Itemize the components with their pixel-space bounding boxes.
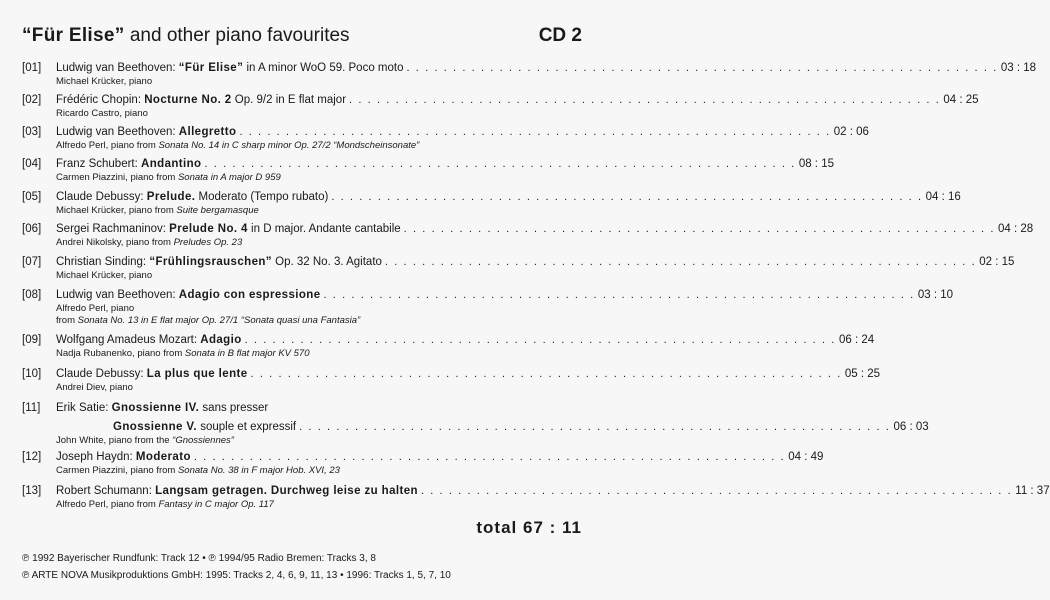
performer-name: Carmen Piazzini, piano [56, 465, 154, 476]
work-title: Allegretto [178, 126, 237, 138]
performer-line [56, 303, 616, 315]
composer-name: Erik Satie: [56, 402, 112, 414]
work-title: Andantino [141, 158, 202, 170]
dot-leader: . . . . . . . . . . . . . . . . . . . . . . . . . . . . . . . . . . . . . . . . . . . . . . . . . . . . . . . . . . . . . . . . [239, 126, 831, 138]
work-detail: souple et expressif [197, 421, 297, 433]
work-title: Langsam getragen. Durchweg leise zu halten [155, 485, 418, 497]
track-title-line [22, 366, 881, 382]
track-work-text [56, 60, 403, 76]
performer-line [56, 499, 616, 511]
track-duration: 11 : 37 [1015, 485, 1050, 497]
track-work-text [56, 483, 418, 499]
track-title [56, 449, 824, 465]
source-work: “Gnossiennes” [172, 435, 234, 446]
work-detail: Moderato (Tempo rubato) [195, 191, 329, 203]
performer-line [56, 270, 616, 282]
track-duration: 04 : 25 [943, 94, 979, 106]
track-number: [04] [22, 158, 42, 170]
performer-name: Michael Krücker, piano [56, 205, 153, 216]
track-duration: 06 : 24 [838, 334, 875, 346]
track-title [113, 419, 929, 435]
work-title: Gnossienne IV. [111, 402, 200, 414]
work-title: Adagio con espressione [178, 289, 321, 301]
composer-name: Ludwig van Beethoven: [56, 126, 179, 138]
track-title [56, 60, 1036, 76]
work-title: Adagio [200, 334, 242, 346]
album-title: “Für Elise” [22, 25, 125, 46]
track-duration: 03 : 10 [917, 289, 954, 301]
track-title [56, 189, 961, 205]
performer-line [56, 237, 616, 249]
dot-leader: . . . . . . . . . . . . . . . . . . . . . . . . . . . . . . . . . . . . . . . . . . . . . . . . . . . . . . . . . . . . . . . . [204, 158, 796, 170]
album-subtitle: and other piano favourites [124, 25, 350, 46]
work-detail: Op. 9/2 in E flat major [231, 94, 347, 106]
track-entry [22, 254, 1015, 282]
track-title-line [22, 287, 954, 303]
source-work: Sonata No. 14 in C sharp minor Op. 27/2 “Mondscheinsonate” [158, 140, 420, 151]
track-work-text [56, 366, 248, 382]
dot-leader: . . . . . . . . . . . . . . . . . . . . . . . . . . . . . . . . . . . . . . . . . . . . . . . . . . . . . . . . . . . . . . . . [299, 421, 891, 433]
track-title-line [22, 332, 875, 348]
source-work: Suite bergamasque [176, 205, 259, 216]
composer-name: Wolfgang Amadeus Mozart: [56, 334, 201, 346]
track-title [56, 254, 1015, 270]
track-entry [22, 60, 1036, 88]
track-duration: 04 : 49 [788, 451, 824, 463]
dot-leader: . . . . . . . . . . . . . . . . . . . . . . . . . . . . . . . . . . . . . . . . . . . . . . . . . . . . . . . . . . . . . . . . [193, 451, 786, 463]
performer-name: Andrei Diev, piano [56, 382, 133, 393]
work-title: Moderato [135, 451, 191, 463]
track-title-line [22, 254, 1015, 270]
track-entry [22, 92, 979, 120]
track-work-text [56, 449, 191, 465]
source-prefix: from [153, 172, 178, 183]
track-entry [22, 156, 834, 184]
track-work-text [56, 332, 242, 348]
performer-line [56, 76, 616, 88]
performer-line [56, 205, 616, 217]
track-title-line [22, 419, 929, 435]
track-title-line [22, 156, 834, 172]
track-entry [22, 483, 1050, 511]
source-work: Fantasy in C major Op. 117 [158, 499, 274, 510]
track-title [56, 366, 881, 382]
composer-name: Frédéric Chopin: [56, 94, 145, 106]
track-title [56, 400, 582, 416]
track-number: [10] [22, 368, 42, 380]
track-number: [01] [22, 62, 42, 74]
track-title [56, 483, 1050, 499]
track-number: [12] [22, 451, 42, 463]
performer-name: Alfredo Perl, piano [56, 499, 135, 510]
track-number: [11] [22, 402, 41, 414]
track-duration: 02 : 06 [833, 126, 869, 138]
track-entry [22, 221, 1034, 249]
source-prefix: from [152, 205, 177, 216]
source-work: Preludes Op. 23 [173, 237, 243, 248]
source-prefix: from [134, 499, 159, 510]
performer-line [56, 435, 616, 447]
performer-name: Ricardo Castro, piano [56, 108, 148, 119]
track-work-text [56, 124, 236, 140]
source-prefix: from [134, 140, 159, 151]
composer-name: Claude Debussy: [56, 191, 147, 203]
performer-line [56, 382, 616, 394]
composer-name: Christian Sinding: [56, 256, 150, 268]
work-title: “Für Elise” [178, 62, 244, 74]
track-number: [09] [22, 334, 42, 346]
track-duration: 02 : 15 [979, 256, 1015, 268]
work-title: La plus que lente [146, 368, 248, 380]
source-prefix: from [160, 348, 185, 359]
track-duration: 08 : 15 [798, 158, 834, 170]
work-title: Prelude. [146, 191, 196, 203]
track-entry [22, 332, 875, 360]
performer-line [56, 465, 616, 477]
track-work-text [56, 92, 346, 108]
track-entry [22, 366, 881, 394]
track-number: [06] [22, 223, 42, 235]
track-title-line [22, 221, 1034, 237]
performer-name: Nadja Rubanenko, piano [56, 348, 161, 359]
track-number: [03] [22, 126, 42, 138]
dot-leader: . . . . . . . . . . . . . . . . . . . . . . . . . . . . . . . . . . . . . . . . . . . . . . . . . . . . . . . . . . . . . . . . [331, 191, 923, 203]
track-title-line [22, 189, 961, 205]
track-number: [07] [22, 256, 42, 268]
track-number: [02] [22, 94, 42, 106]
dot-leader: . . . . . . . . . . . . . . . . . . . . . . . . . . . . . . . . . . . . . . . . . . . . . . . . . . . . . . . . . . . . . . . . [323, 289, 915, 301]
source-work: Sonata No. 38 in F major Hob. XVI, 23 [177, 465, 340, 476]
dot-leader: . . . . . . . . . . . . . . . . . . . . . . . . . . . . . . . . . . . . . . . . . . . . . . . . . . . . . . . . . . . . . . . . [403, 223, 995, 235]
track-title-line [22, 60, 1036, 76]
track-title [56, 92, 979, 108]
track-entry [22, 449, 824, 477]
track-title [56, 156, 834, 172]
track-work-text [56, 254, 382, 270]
performer-name: Michael Krücker, piano [56, 76, 153, 87]
track-work-text [56, 400, 268, 416]
track-title [56, 221, 1034, 237]
source-work: Sonata in A major D 959 [177, 172, 281, 183]
track-title-line [22, 400, 582, 416]
track-work-text [56, 287, 321, 303]
track-entry [22, 124, 869, 152]
track-entry [22, 287, 954, 327]
track-number: [08] [22, 289, 42, 301]
track-duration: 04 : 28 [998, 223, 1034, 235]
dot-leader: . . . . . . . . . . . . . . . . . . . . . . . . . . . . . . . . . . . . . . . . . . . . . . . . . . . . . . . . . . . . . . . . [406, 62, 998, 74]
dot-leader: . . . . . . . . . . . . . . . . . . . . . . . . . . . . . . . . . . . . . . . . . . . . . . . . . . . . . . . . . . . . . . . . [250, 368, 842, 380]
track-number: [13] [22, 485, 42, 497]
track-duration: 05 : 25 [844, 368, 881, 380]
source-prefix: from [153, 465, 178, 476]
performer-name: Alfredo Perl, piano [56, 140, 135, 151]
page-header [22, 25, 582, 55]
work-title: Nocturne No. 2 [144, 94, 232, 106]
performer-name: Andrei Nikolsky, piano [56, 237, 150, 248]
source-work: Sonata No. 13 in E flat major Op. 27/1 “Sonata quasi una Fantasia” [77, 315, 361, 326]
track-title-line [22, 449, 824, 465]
track-duration: 03 : 18 [1000, 62, 1036, 74]
performer-line [56, 108, 616, 120]
composer-name: Claude Debussy: [56, 368, 147, 380]
track-entry [22, 189, 961, 217]
source-prefix: from the [132, 435, 173, 446]
track-title [56, 124, 869, 140]
dot-leader [271, 400, 579, 416]
work-detail: in A minor WoO 59. Poco moto [243, 62, 404, 74]
track-duration: 04 : 16 [925, 191, 961, 203]
work-title: “Frühlingsrauschen” [149, 256, 272, 268]
track-title [56, 332, 875, 348]
copyright-line-2: ℗ ARTE NOVA Musikproduktions GmbH: 1995: Tracks 2, 4, 6, 9, 11, 13 • 1996: Tracks 1, 5, 7, 10 [22, 570, 451, 581]
total-duration: total 67 : 11 [476, 518, 582, 537]
track-title-line [22, 483, 1050, 499]
source-prefix: from [149, 237, 174, 248]
work-title: Gnossienne V. [113, 421, 198, 433]
work-detail: in D major. Andante cantabile [247, 223, 401, 235]
track-work-text [113, 419, 296, 435]
track-title-line [22, 124, 869, 140]
performer-line [56, 140, 616, 152]
track-work-text [56, 156, 201, 172]
performer-line [56, 172, 616, 184]
performer-name: Michael Krücker, piano [56, 270, 153, 281]
dot-leader: . . . . . . . . . . . . . . . . . . . . . . . . . . . . . . . . . . . . . . . . . . . . . . . . . . . . . . . . . . . . . . . . [244, 334, 836, 346]
dot-leader: . . . . . . . . . . . . . . . . . . . . . . . . . . . . . . . . . . . . . . . . . . . . . . . . . . . . . . . . . . . . . . . . [420, 485, 1013, 497]
work-title: Prelude No. 4 [169, 223, 248, 235]
track-number: [05] [22, 191, 42, 203]
work-detail: sans presser [199, 402, 269, 414]
track-work-text [56, 221, 401, 237]
track-entry [22, 400, 929, 447]
track-title-line [22, 92, 979, 108]
performer-name: Alfredo Perl, piano [56, 303, 135, 314]
track-work-text [56, 189, 328, 205]
copyright-line-1: ℗ 1992 Bayerischer Rundfunk: Track 12 • ℗ 1994/95 Radio Bremen: Tracks 3, 8 [22, 553, 376, 564]
dot-leader: . . . . . . . . . . . . . . . . . . . . . . . . . . . . . . . . . . . . . . . . . . . . . . . . . . . . . . . . . . . . . . . . [349, 94, 941, 106]
cd-number: CD 2 [538, 25, 582, 46]
composer-name: Ludwig van Beethoven: [56, 62, 179, 74]
performer-name: John White, piano [56, 435, 133, 446]
composer-name: Robert Schumann: [56, 485, 156, 497]
dot-leader: . . . . . . . . . . . . . . . . . . . . . . . . . . . . . . . . . . . . . . . . . . . . . . . . . . . . . . . . . . . . . . . . [384, 256, 977, 268]
composer-name: Ludwig van Beethoven: [56, 289, 179, 301]
composer-name: Sergei Rachmaninov: [56, 223, 170, 235]
performer-name: Carmen Piazzini, piano [56, 172, 154, 183]
source-work: Sonata in B flat major KV 570 [184, 348, 310, 359]
composer-name: Joseph Haydn: [56, 451, 136, 463]
track-title [56, 287, 954, 303]
work-detail: Op. 32 No. 3. Agitato [271, 256, 382, 268]
performer-line [56, 348, 616, 360]
composer-name: Franz Schubert: [56, 158, 142, 170]
source-line [56, 315, 616, 327]
track-duration: 06 : 03 [893, 421, 929, 433]
source-prefix: from [56, 315, 78, 326]
